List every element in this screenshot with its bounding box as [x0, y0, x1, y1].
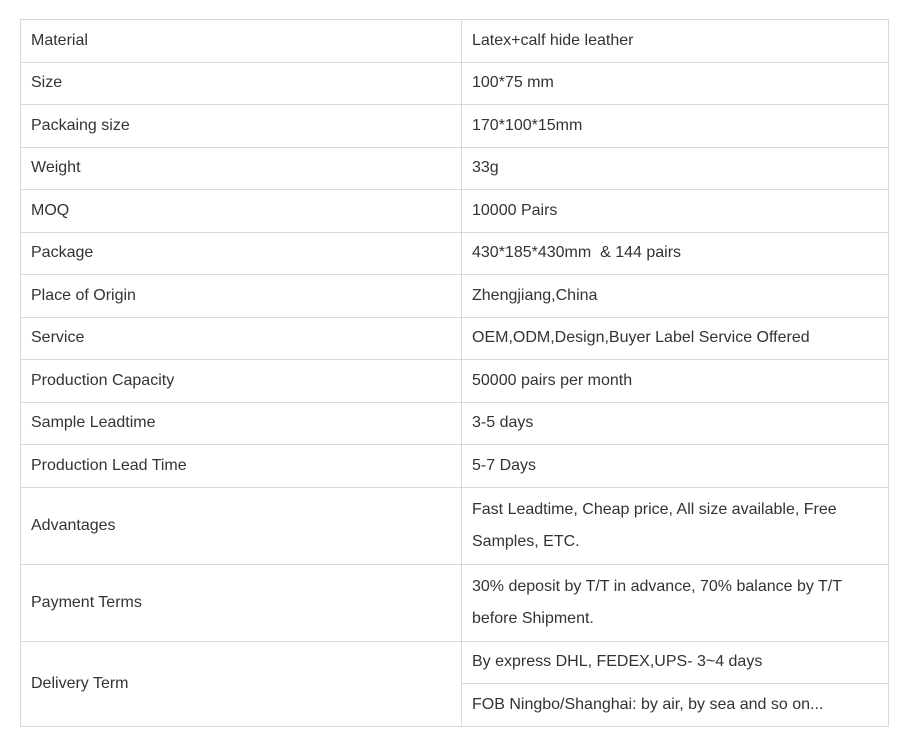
row-value: OEM,ODM,Design,Buyer Label Service Offered: [462, 317, 889, 360]
row-label: Advantages: [21, 487, 462, 564]
row-value: 3-5 days: [462, 402, 889, 445]
row-value: Latex+calf hide leather: [462, 20, 889, 63]
row-value: 430*185*430mm & 144 pairs: [462, 232, 889, 275]
row-label: Place of Origin: [21, 275, 462, 318]
row-label: Production Capacity: [21, 360, 462, 403]
table-row: [21, 62, 889, 105]
row-label: Sample Leadtime: [21, 402, 462, 445]
row-label: Packaing size: [21, 105, 462, 148]
row-value: By express DHL, FEDEX,UPS- 3~4 days: [462, 641, 889, 684]
row-label: Delivery Term: [21, 641, 462, 726]
table-row: [21, 641, 889, 684]
row-value: 100*75 mm: [462, 62, 889, 105]
table-row: [21, 190, 889, 233]
table-row: [21, 105, 889, 148]
table-row: [21, 360, 889, 403]
table-row: [21, 564, 889, 641]
row-label: Service: [21, 317, 462, 360]
product-spec-table: [20, 19, 889, 727]
row-value: 170*100*15mm: [462, 105, 889, 148]
row-label: MOQ: [21, 190, 462, 233]
row-value: FOB Ningbo/Shanghai: by air, by sea and so on...: [462, 684, 889, 727]
row-value: 10000 Pairs: [462, 190, 889, 233]
table-row: [21, 487, 889, 564]
row-label: Production Lead Time: [21, 445, 462, 488]
row-label: Size: [21, 62, 462, 105]
row-label: Weight: [21, 147, 462, 190]
table-row: [21, 275, 889, 318]
row-value: Fast Leadtime, Cheap price, All size available, Free Samples, ETC.: [462, 487, 889, 564]
table-row: [21, 20, 889, 63]
table-row: [21, 317, 889, 360]
table-row: [21, 147, 889, 190]
row-value: 33g: [462, 147, 889, 190]
table-row: [21, 232, 889, 275]
row-label: Material: [21, 20, 462, 63]
row-value: Zhengjiang,China: [462, 275, 889, 318]
row-label: Payment Terms: [21, 564, 462, 641]
row-value: 30% deposit by T/T in advance, 70% balance by T/T before Shipment.: [462, 564, 889, 641]
row-value: 5-7 Days: [462, 445, 889, 488]
row-value: 50000 pairs per month: [462, 360, 889, 403]
table-row: [21, 402, 889, 445]
row-label: Package: [21, 232, 462, 275]
table-row: [21, 445, 889, 488]
